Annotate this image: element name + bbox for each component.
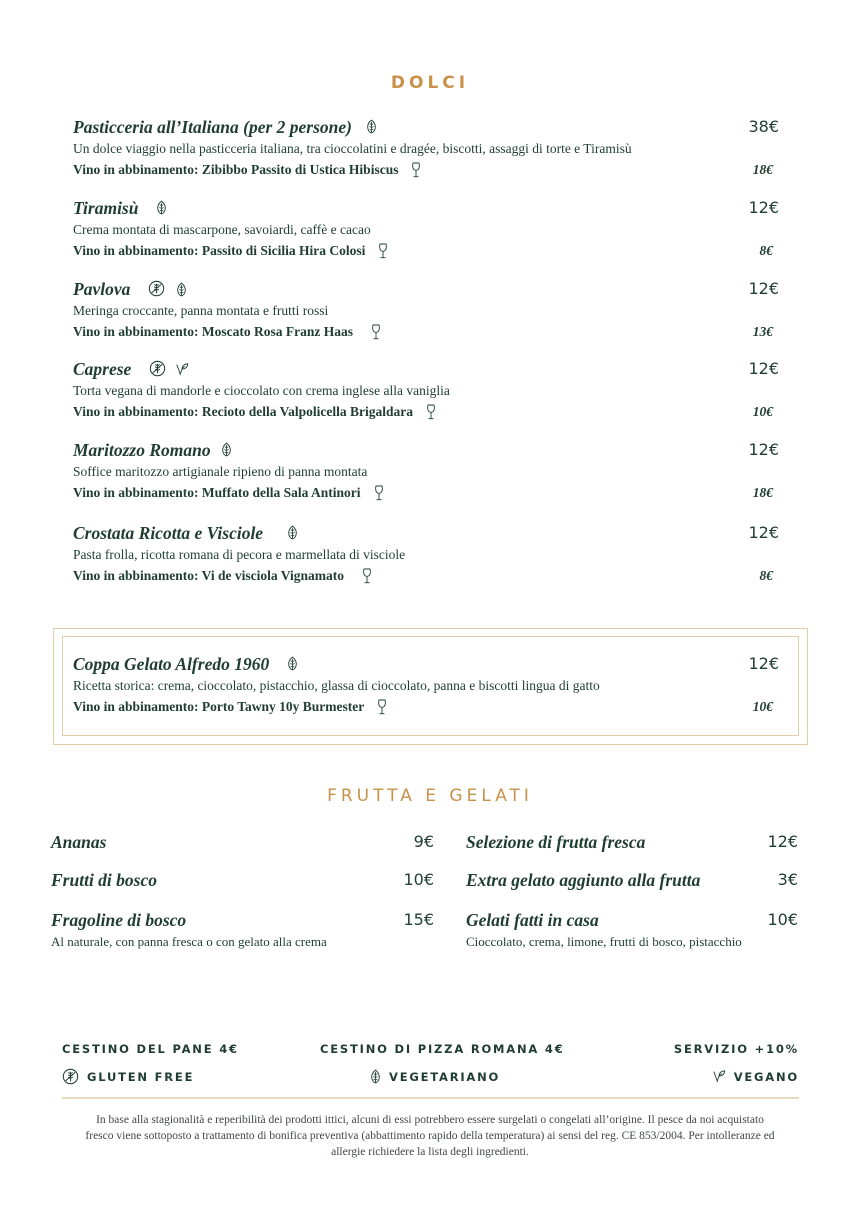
vegetarian-icon [221, 442, 232, 457]
footer-divider [62, 1097, 799, 1099]
menu-item [73, 196, 779, 262]
menu-item [73, 438, 779, 504]
pizza-basket-info: CESTINO DI PIZZA ROMANA 4€ [320, 1042, 565, 1056]
dish-description: Soffice maritozzo artigianale ripieno di panna montata [73, 464, 368, 479]
item-name: Extra gelato aggiunto alla frutta [466, 870, 701, 890]
legend-label: VEGETARIANO [389, 1070, 501, 1084]
dish-name: Tiramisù [73, 198, 139, 218]
dish-name: Caprese [73, 359, 132, 379]
wine-pairing: Vino in abbinamento: Moscato Rosa Franz Haas [73, 324, 354, 339]
wine-price: 8€ [759, 243, 773, 258]
item-price: 10€ [403, 870, 434, 889]
service-charge-info: SERVIZIO +10% [673, 1042, 799, 1056]
section-title-dolci: DOLCI [390, 73, 470, 93]
gluten-free-icon [62, 1068, 79, 1085]
item-name: Frutti di bosco [51, 870, 157, 890]
item-price: 3€ [777, 870, 798, 889]
gluten-free-icon [148, 280, 165, 297]
featured-menu-item [73, 652, 779, 718]
menu-item [73, 277, 779, 343]
wine-pairing: Vino in abbinamento: Porto Tawny 10y Burmester [73, 699, 365, 714]
frutta-right-column [466, 830, 798, 952]
footer-extras [62, 1039, 799, 1059]
wine-glass-icon [377, 699, 387, 715]
legend-vegan [712, 1067, 799, 1087]
vegetarian-icon [287, 656, 298, 671]
wine-price: 8€ [759, 568, 773, 583]
item-name: Ananas [51, 832, 107, 852]
dish-price: 12€ [748, 359, 779, 378]
wine-price: 10€ [752, 404, 773, 419]
item-description: Al naturale, con panna fresca o con gelato alla crema [51, 934, 327, 949]
dish-price: 12€ [748, 440, 779, 459]
legend-gluten-free [62, 1067, 194, 1087]
item-price: 15€ [403, 910, 434, 929]
wine-price: 10€ [752, 699, 773, 714]
wine-pairing: Vino in abbinamento: Zibibbo Passito di Ustica Hibiscus [73, 162, 399, 177]
item-name: Selezione di frutta fresca [466, 832, 646, 852]
item-price: 12€ [767, 832, 798, 851]
menu-item [73, 357, 779, 423]
legend-label: GLUTEN FREE [87, 1070, 195, 1084]
footer-legend [62, 1067, 799, 1087]
dish-price: 12€ [748, 523, 779, 542]
vegetarian-icon [176, 282, 187, 297]
dish-name: Maritozzo Romano [73, 440, 211, 460]
bread-basket-info: CESTINO DEL PANE 4€ [62, 1042, 239, 1056]
vegetarian-icon [366, 119, 377, 134]
wine-glass-icon [426, 404, 436, 420]
menu-item [73, 521, 779, 587]
dish-description: Meringa croccante, panna montata e frutti rossi [73, 303, 329, 318]
wine-pairing: Vino in abbinamento: Muffato della Sala Antinori [73, 485, 361, 500]
vegan-icon [712, 1069, 726, 1083]
menu-item [466, 868, 798, 908]
wine-pairing: Vino in abbinamento: Passito di Sicilia Hira Colosi [73, 243, 366, 258]
wine-price: 18€ [752, 162, 773, 177]
menu-item [466, 908, 798, 952]
wine-glass-icon [378, 243, 388, 259]
wine-pairing: Vino in abbinamento: Vi de visciola Vignamato [73, 568, 345, 583]
item-name: Gelati fatti in casa [466, 910, 599, 930]
item-description: Cioccolato, crema, limone, frutti di bosco, pistacchio [466, 934, 742, 949]
legend-label: VEGANO [733, 1070, 799, 1084]
vegetarian-icon [156, 200, 167, 215]
item-price: 9€ [413, 832, 434, 851]
dish-description: Ricetta storica: crema, cioccolato, pistacchio, glassa di cioccolato, panna e biscotti lingua di gatto [73, 678, 600, 693]
wine-glass-icon [411, 162, 421, 178]
dish-name: Pavlova [73, 279, 131, 299]
legend-vegetarian [370, 1067, 500, 1087]
dish-price: 12€ [748, 279, 779, 298]
vegan-icon [175, 362, 189, 376]
menu-item [51, 908, 434, 952]
item-name: Fragoline di bosco [51, 910, 187, 930]
wine-glass-icon [362, 568, 372, 584]
vegetarian-icon [287, 525, 298, 540]
frutta-left-column [51, 830, 434, 952]
dish-description: Crema montata di mascarpone, savoiardi, caffè e cacao [73, 222, 371, 237]
section-title-frutta-gelati: FRUTTA E GELATI [327, 786, 533, 806]
dish-description: Torta vegana di mandorle e cioccolato con crema inglese alla vaniglia [73, 383, 450, 398]
item-price: 10€ [767, 910, 798, 929]
dish-price: 12€ [748, 654, 779, 673]
menu-item [73, 115, 779, 181]
menu-item [466, 830, 798, 868]
wine-glass-icon [371, 324, 381, 340]
dish-price: 12€ [748, 198, 779, 217]
dish-price: 38€ [748, 117, 779, 136]
wine-glass-icon [374, 485, 384, 501]
vegetarian-icon [370, 1069, 381, 1084]
dish-name: Crostata Ricotta e Visciole [73, 523, 264, 543]
menu-item [51, 830, 434, 868]
dish-description: Pasta frolla, ricotta romana di pecora e marmellata di visciole [73, 547, 406, 562]
dish-description: Un dolce viaggio nella pasticceria italiana, tra cioccolatini e dragée, biscotti, assaggi di torte e Tiramisù [73, 141, 632, 156]
wine-price: 18€ [752, 485, 773, 500]
wine-pairing: Vino in abbinamento: Recioto della Valpolicella Brigaldara [73, 404, 414, 419]
menu-item [51, 868, 434, 908]
dish-name: Coppa Gelato Alfredo 1960 [73, 654, 270, 674]
legal-notice: In base alla stagionalità e reperibilità dei prodotti ittici, alcuni di essi potrebbero essere surgelati o congelati all’origine. Il pesce da noi acquistato fresco viene sottoposto a trattamento di bonifica preventiva (abbattimento rapido della temperatura) ai sensi del reg. CE 853/2004. Per intolleranze ed allergie richiedere la lista degli ingredienti. [85, 1114, 775, 1158]
wine-price: 13€ [752, 324, 773, 339]
gluten-free-icon [149, 360, 166, 377]
dish-name: Pasticceria all’Italiana (per 2 persone) [73, 117, 353, 137]
